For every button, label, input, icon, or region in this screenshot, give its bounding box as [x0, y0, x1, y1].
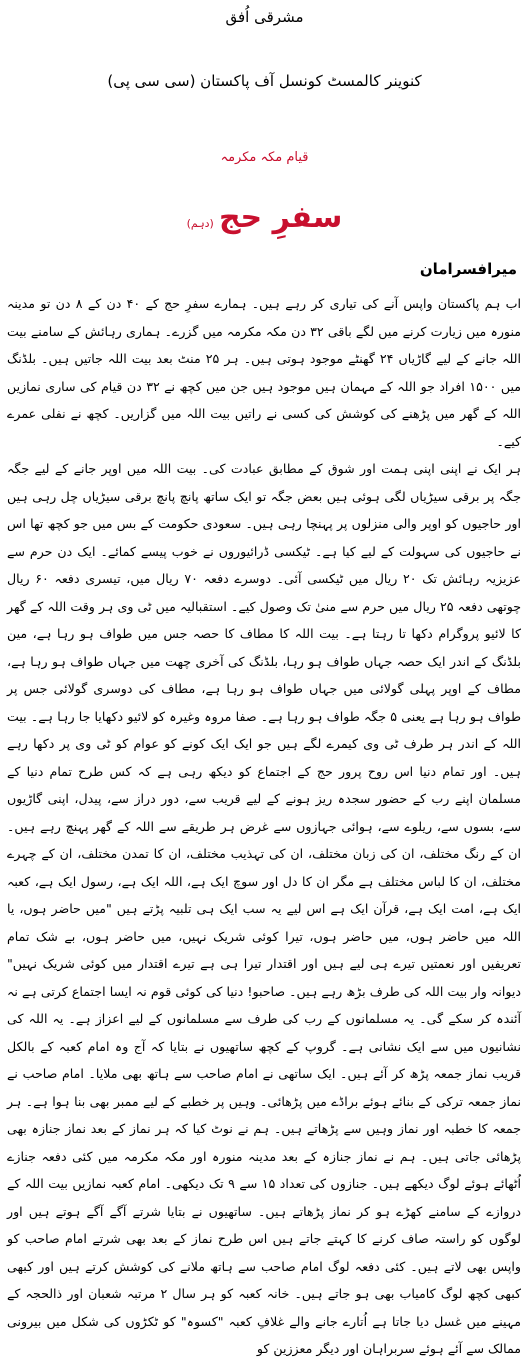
section-heading: قیام مکہ مکرمہ	[220, 150, 309, 165]
author-byline: میرافسرامان	[419, 260, 517, 278]
body-paragraph: اب ہم پاکستان واپس آنے کی تیاری کر رہے ہیں۔ ہمارے سفرِ حج کے ۴۰ دن کے ۸ دن تو مدینہ منورہ میں زیارت کرنے میں لگے باقی ۳۲ دن مکہ مکرمہ میں گزرے۔ ہماری رہائش کے سامنے بیت اللہ جانے کے لیے گاڑیاں ۲۴ گھنٹے موجود ہوتی ہیں۔ ہر ۲۵ منٹ بعد بیت اللہ جاتیں ہیں۔ بلڈنگ میں ۱۵۰۰ افراد جو اللہ کے مہمان ہیں موجود ہیں جن میں کچھ نے ۳۲ دن قیام کی ساری نمازیں اللہ کے گھر میں پڑھنے کی کوشش کی کسی نے راتیں بیت اللہ میں گزاریں۔ کچھ نے نفلی عمرے کیے۔	[7, 296, 522, 449]
article-title-block	[0, 198, 529, 244]
article-body	[7, 290, 521, 1363]
newspaper-name: مشرقی اُفق	[225, 8, 304, 26]
author-designation: کنوینر کالمسٹ کونسل آف پاکستان (سی سی پی)	[107, 72, 422, 90]
article-part-label: (دہم)	[186, 217, 214, 230]
body-paragraph: ہر ایک نے اپنی اپنی ہمت اور شوق کے مطابق عبادت کی۔ بیت اللہ میں اوپر جانے کے لیے جگہ جگہ پر برقی سیڑیاں لگی ہوئی ہیں بعض جگہ تو ایک ساتھ پانچ پانچ برقی سیڑیاں چل رہی ہیں اور حاجیوں کو اوپر والی منزلوں پر پہنچا رہی ہیں۔ سعودی حکومت کے بس میں جو کچھ تھا اس نے حاجیوں کی سہولت کے لیے کیا ہے۔ ٹیکسی ڈرائیوروں نے خوب پیسے کمائے۔ ایک دن حرم سے عزیزیہ رہائش تک ۲۰ ریال میں ٹیکسی آئی۔ دوسرے دفعہ ۷۰ ریال میں، تیسری دفعہ ۶۰ ریال چوتھی دفعہ ۲۵ ریال میں حرم سے منیٰ تک وصول کیے۔ استقبالیہ میں ٹی وی ہر وقت اللہ کے گھر کا لائیو پروگرام دکھا تا رہتا ہے۔ بیت اللہ کا مطاف کا حصہ جس میں طواف ہو رہا ہے، مین بلڈنگ کے اندر ایک حصہ جہاں طواف ہو رہا، بلڈنگ کی آخری چھت میں جہاں طواف ہو رہا ہے، مطاف کے اوپر پہلی گولائی میں جہاں طواف ہو رہا ہے، مطاف کی دوسری گولائی جس پر طواف ہو رہا ہے یعنی ۵ جگہ طواف ہو رہا ہے۔ صفا مروہ وغیرہ کو لائیو دکھایا جا رہا ہے۔ بیت اللہ کے اندر ہر طرف ٹی وی کیمرے لگے ہیں جو ایک ایک کونے کو عوام کو ٹی وی پر دکھا رہے ہیں۔ اور تمام دنیا اس روح پرور حج کے اجتماع کو دیکھ رہی ہے کہ کس طرح تمام دنیا کے مسلمان اپنے رب کے حضور سجدہ ریز ہونے کے لیے قریب سے، دور دراز سے، پیدل، اپنی گاڑیوں سے، بسوں سے، ریلوے سے، ہوائی جہازوں سے غرض ہر طریقے سے اللہ کے گھر پہنچ رہے ہیں۔ ان کے رنگ مختلف، ان کی زبان مختلف، ان کی تہذیب مختلف، ان کا تمدن مختلف، ان کے چہرے مختلف، ان کا لباس مختلف ہے مگر ان کا دل اور سوچ ایک ہے، اللہ ایک ہے، رسول ایک ہے، کعبہ ایک ہے، امت ایک ہے، قرآن ایک ہے اس لیے یہ سب ایک ہی تلبیہ پڑتے ہیں "میں حاضر ہوں، یا اللہ میں حاضر ہوں، میں حاضر ہوں، تیرا کوئی شریک نہیں، میں حاضر ہوں، بے شک تمام تعریفیں اور نعمتیں تیرے ہی لیے ہیں اور اقتدار تیرا ہی ہے تیرے اقتدار میں کوئی شریک نہیں" دیوانہ وار بیت اللہ کی طرف بڑھ رہے ہیں۔ صاحبو! دنیا کی کوئی قوم نہ ایسا اجتماع کرتی ہے نہ آئندہ کر سکے گی۔ یہ مسلمانوں کے رب کی طرف سے مسلمانوں کے لیے اعزاز ہے۔ یہ اللہ کی نشانیوں میں سے ایک نشانی ہے۔ گروپ کے کچھ ساتھیوں نے بتایا کہ آج وہ امام کعبہ کے بالکل قریب نماز جمعہ پڑھ کر آئے ہیں۔ ایک ساتھی نے امام صاحب سے ہاتھ بھی ملایا۔ امام صاحب نے نماز جمعہ ترکی کے بنائے ہوئے براڈے میں پڑھائی۔ وہیں پر خطبے کے لیے ممبر بھی بنا ہوا ہے۔ ہر جمعہ کا خطبہ اور نماز وہیں سے پڑھاتے ہیں۔ ہم نے نوٹ کیا کہ ہر نماز کے بعد نماز جنازہ بھی پڑھائی جاتی ہیں۔ ہم نے نماز جنازہ کے بعد مدینہ منورہ اور مکہ مکرمہ میں کئی دفعہ جنازے اُٹھائے ہوئے لوگ دیکھے ہیں۔ جنازوں کی تعداد ۱۵ سے ۹ تک دیکھی۔ امام کعبہ نمازیں بیت اللہ کے دروازے کے سامنے کھڑے ہو کر نماز پڑھاتے ہیں۔ ساتھیوں نے بتایا شرتے آگے آگے ہوتے ہیں اور لوگوں کو راستہ صاف کرنے کا کہتے جاتے ہیں اس طرح نماز کے بعد بھی شرتے امام صاحب کو واپس بھی لاتے ہیں۔ کئی دفعہ لوگ امام صاحب سے ہاتھ ملانے کی کوشش کرتے ہیں اور کبھی کبھی کچھ لوگ کامیاب بھی ہو جاتے ہیں۔ خانہ کعبہ کو ہر سال ۲ مرتبہ شعبان اور ذالحجہ کے مہینے میں غسل دیا جاتا ہے اُتارے جانے والے غلافِ کعبہ "کسوہ" کو ٹکڑوں کی شکل میں بیرونی ممالک سے آئے ہوئے سربراہان اور دیگر معززین کو	[7, 461, 522, 1356]
article-title: سفرِ حج	[218, 200, 343, 235]
